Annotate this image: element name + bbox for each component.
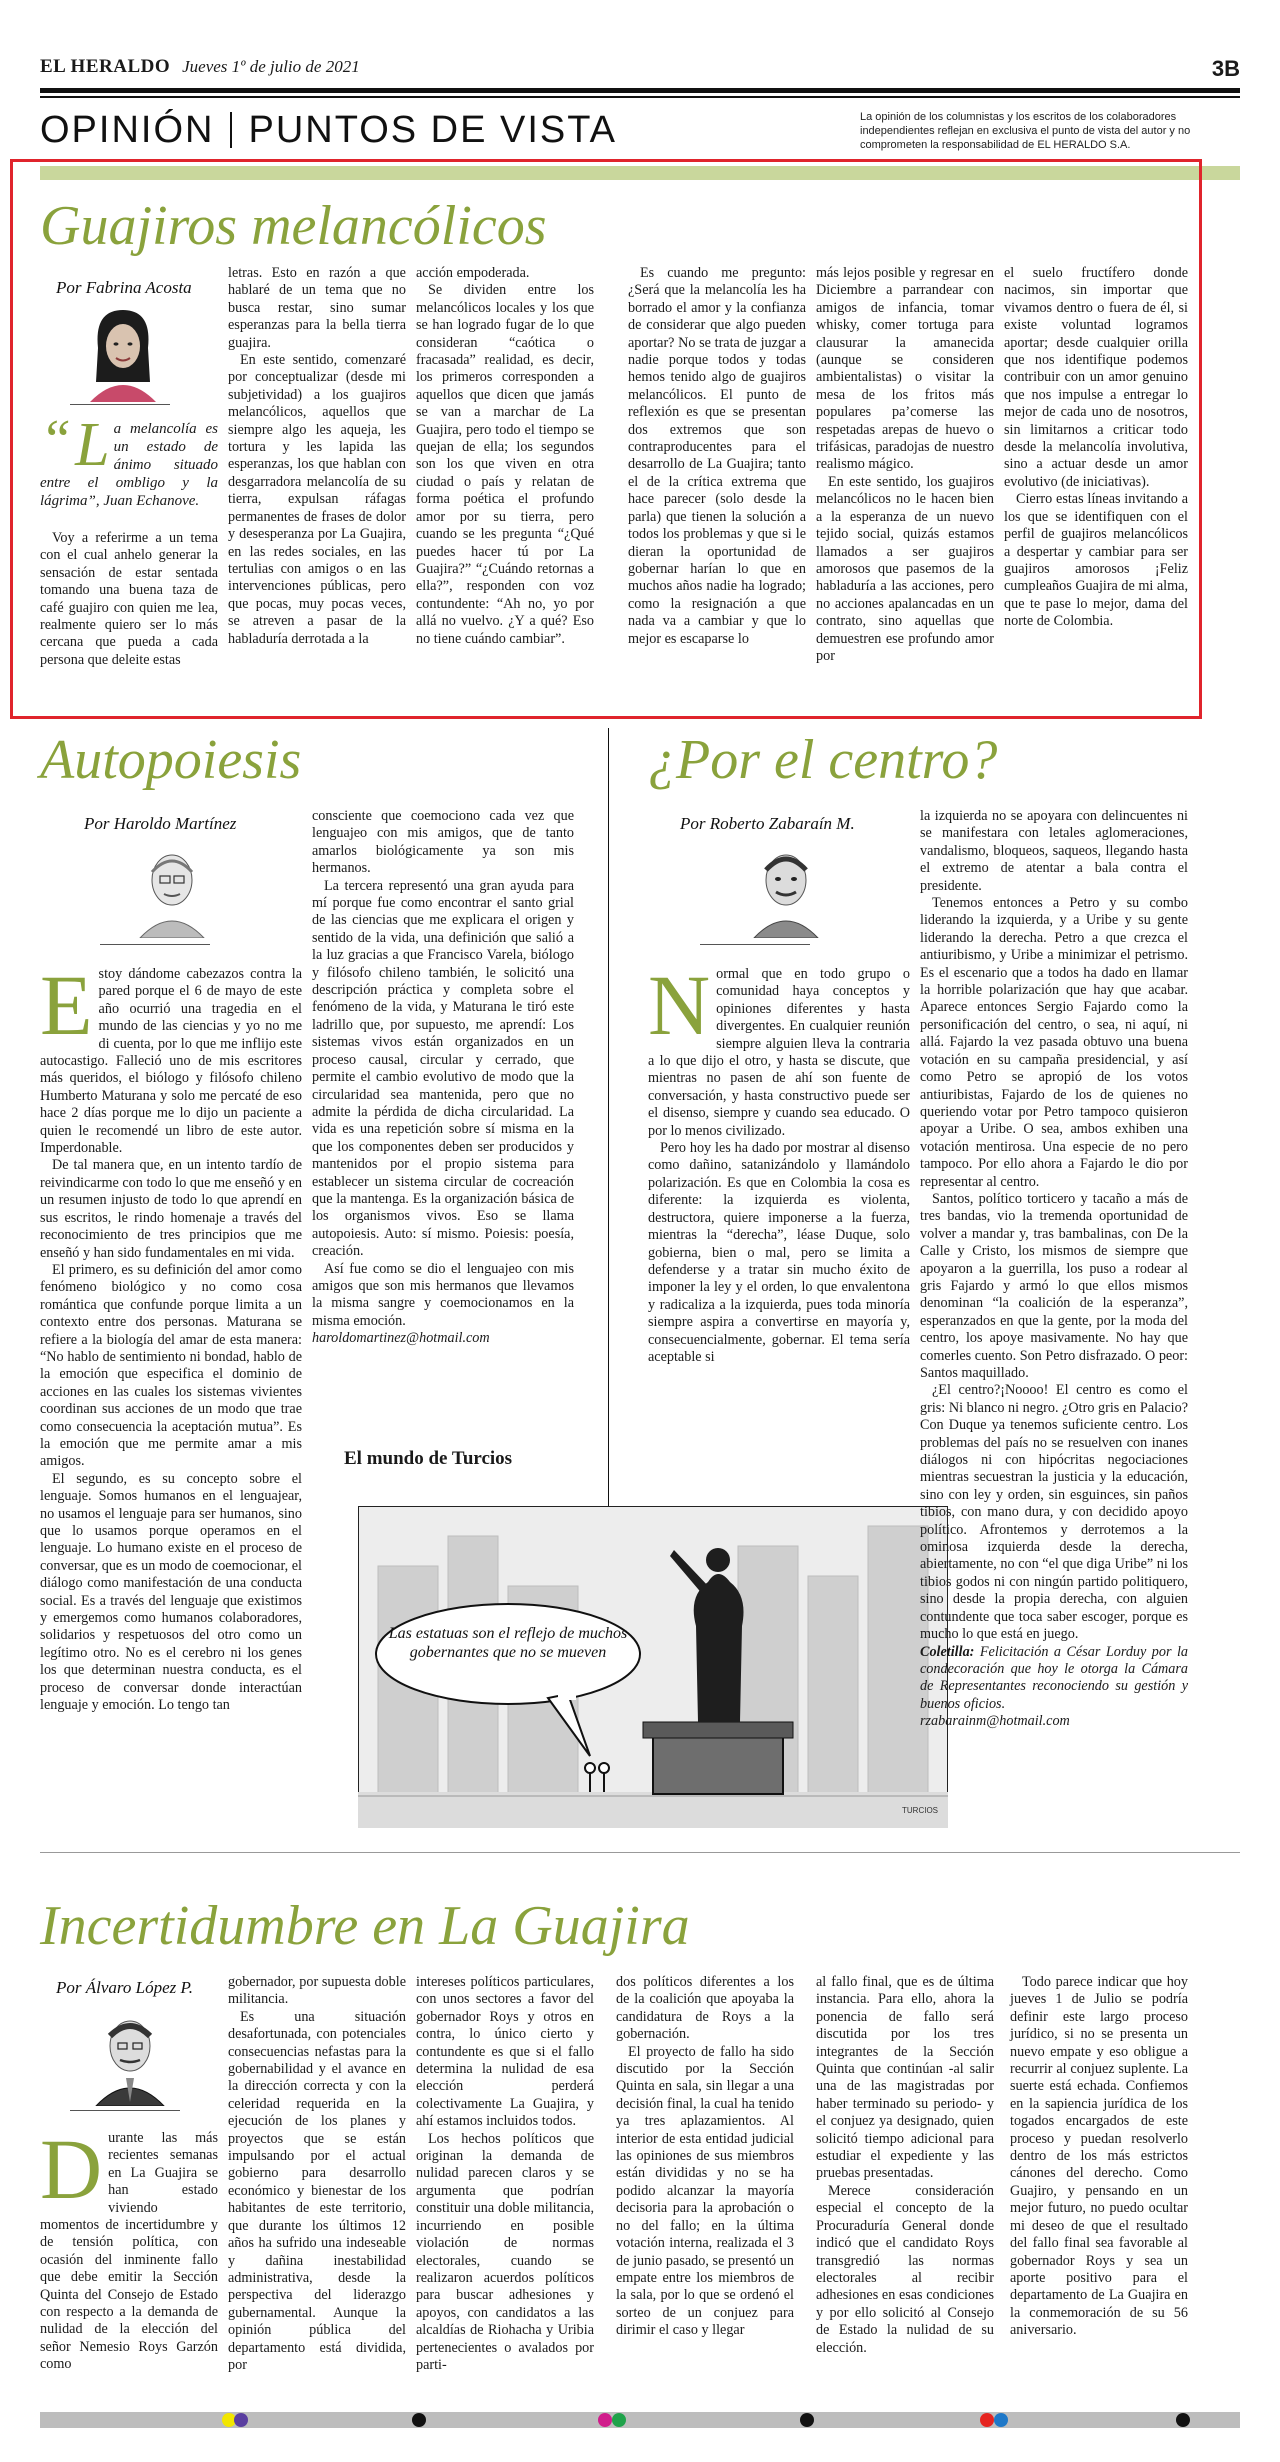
paragraph: Merece consideración especial el concepto de la Procuraduría General donde indicó que el candidato Roys transgredió las normas electorales al recibir adhesiones en esas condiciones y por ello solicitó al Consejo de Estado la nulidad de su elección. bbox=[816, 2182, 994, 2356]
quote-text: a melancolía es un estado de ánimo situado entre el ombligo y la lágrima”, Juan Echanove. bbox=[40, 421, 218, 509]
paragraph: stoy dándome cabezazos contra la pared porque el 6 de mayo de este año ocurrió una tragedia en el mundo de las ciencias y yo no me di cuenta, por lo que me inflijo este autocastigo. Falleció uno de mis escritores más queridos, el biólogo y filósofo chileno Humberto Maturana y solo me percaté de eso hace 2 días porque me lo dijo un paciente a quien le recomendé un libro de este autor. Imperdonable. bbox=[40, 966, 302, 1157]
article2-column-2 bbox=[312, 808, 574, 1348]
paragraph: De tal manera que, en un intento tardío de reivindicarme con todo lo que me enseñó y en un resumen injusto de todo lo que aprendí en sus escritos, le rindo homenaje a través del reconocimiento de tres principios que me enseñó y han sido fundamentales en mi vida. bbox=[40, 1157, 302, 1261]
page-number: 3B bbox=[1211, 56, 1240, 81]
paragraph: Así fue como se dio el lenguajeo con mis amigos que son mis hermanos que llevamos la misma sangre y coemocionamos en la misma emoción. bbox=[312, 1260, 574, 1329]
article1-headline: Guajiros melancólicos bbox=[40, 195, 547, 257]
registration-dot-red bbox=[980, 2413, 994, 2427]
article4-byline-rule bbox=[70, 2110, 180, 2111]
article3-email[interactable]: rzabarainm@hotmail.com bbox=[920, 1713, 1070, 1730]
article2-byline: Por Haroldo Martínez bbox=[84, 814, 237, 833]
paragraph: En este sentido, comenzaré por conceptualizar (desde mi subjetividad) a los guajiros melancólicos, aquellos que siempre algo les aqueja, les tortura y les lapida las esperanzas, los que hablan con desgarradora melancolía de su tierra, expulsan ráfagas permanentes de frases de dolor y desesperanza por La Guajira, en las redes sociales, en las tertulias con amigos o en las intervenciones públicas, pero que pocas, muy pocas veces, se atreven a pasar de la habladuría derrotada a la bbox=[228, 352, 406, 647]
print-registration-bar bbox=[40, 2412, 1240, 2428]
paragraph: El primero, es su definición del amor como fenómeno biológico y no como cosa romántica que confunde porque limita a un contexto entre dos personas. Maturana se refiere a la biología del amar de esta manera: “No hablo de sentimiento ni bondad, hablo de la emoción que especifica el dominio de acciones en las cuales los sistemas vivientes coordinan sus acciones de un modo que trae como consecuencia la aceptación mutua”. Es la emoción que me permite amar a mis amigos. bbox=[40, 1261, 302, 1470]
registration-dot-magenta bbox=[598, 2413, 612, 2427]
article4-byline: Por Álvaro López P. bbox=[56, 1978, 193, 1997]
paragraph: Se dividen entre los melancólicos locales y los que se han logrado fugar de lo que consideran “caótica o fracasada” realidad, es decir, los primeros corresponden a aquellos que dicen que jamás se van a marchar de La Guajira, pero todo el tiempo se quejan de ella; los segundos son los que viven en otra ciudad o país y relatan de forma poética el profundo amor por su tierra, pero cuando se les pregunta “¿Qué puedes hacer tú por La Guajira?” “¿Cuándo retornas a ella?”, responden con voz contundente: “Ah no, yo por allá no vuelvo. ¿Y a qué? Eso no tiene cuándo cambiar”. bbox=[416, 282, 594, 647]
paragraph: Los hechos políticos que originan la demanda de nulidad parecen claros y se argumenta que podrían constituir una doble militancia, incurriendo en posible violación de normas electorales, cuando se realizaron acuerdos políticos para buscar adhesiones y apoyos, con candidatos a las alcaldías de Riohacha y Uribia pertenecientes o avalados por parti- bbox=[416, 2130, 594, 2373]
article4-column-5 bbox=[816, 1974, 994, 2357]
paragraph: Santos, político torticero y tacaño a más de tres bandas, vio la tremenda oportunidad de volver a mandar y, tras bambalinas, con De la Calle y Cristo, los mismos de siempre que apoyaron a la guerrilla, los puso a rodear al gris Fajardo y armó lo que ellos mismos denominan “la coalición de la esperanza”, esperanzados en que la gente, por la moda del centro, los apoye masivamente. No hay que comerles cuento. Son Petro disfrazado. O peor: Santos maquillado. bbox=[920, 1190, 1188, 1381]
coletilla-label: Coletilla: bbox=[920, 1643, 975, 1660]
article1-column-1 bbox=[40, 530, 218, 669]
cartoon-title: El mundo de Turcios bbox=[344, 1448, 513, 1469]
article4-author-portrait bbox=[90, 2006, 170, 2106]
article4-column-4 bbox=[616, 1974, 794, 2340]
article3-dropcap: N bbox=[648, 957, 711, 1053]
registration-dot-blue bbox=[994, 2413, 1008, 2427]
paragraph: el suelo fructífero donde nacimos, sin importar que vivamos dentro o fuera de él, si existe voluntad logramos aportar; desde cualquier orilla que nos identifique podemos contribuir con un amor genuino que nos impulse a entregar lo mejor de cada uno de nosotros, sin limitarnos a criticar todo desde la melancolía involutiva, sino a actuar desde un amor evolutivo (de iniciativas). bbox=[1004, 265, 1188, 490]
paragraph: Pero hoy les ha dado por mostrar al disenso como dañino, satanizándolo y llamándolo polarización. Es que en Colombia la cosa es diferente: la izquierda es violenta, destructora, quiere imponerse a la fuerza, mientras la “derecha”, léase Duque, solo gobierna, bien o mal, pero se limita a defenderse y a tratar sin mucho éxito de imponer la ley y el orden, lo que envalentona y radicaliza a la izquierda, pues toda minoría siempre aspira a convertirse en mayoría y, consecuencialmente, gobernar. El tema sería aceptable si bbox=[648, 1140, 910, 1365]
paragraph: letras. Esto en razón a que hablaré de un tema que no busca restar, sino sumar esperanzas para la bella tierra guajira. bbox=[228, 265, 406, 351]
paragraph: consciente que coemociono cada vez que lenguajeo con mis amigos, que de tanto amarlos biológicamente ya son mis hermanos. bbox=[312, 808, 574, 877]
section-title bbox=[40, 106, 617, 154]
paragraph: El proyecto de fallo ha sido discutido por la Sección Quinta en sala, sin llegar a una decisión final, la cual ha tenido ya tres aplazamientos. Al interior de esta entidad judicial las opiniones de sus miembros están divididas y no se ha podido alcanzar la mayoría decisoria para la aprobación o no del fallo; en la última votación interna, realizada el 3 de junio pasado, se presentó un empate entre los miembros de la sala, por lo que se ordenó el sorteo de un conjuez para dirimir el caso y llegar bbox=[616, 2043, 794, 2339]
paragraph: ormal que en todo grupo o comunidad haya conceptos y opiniones diferentes y hasta divergentes. En cualquier reunión siempre alguien lleva la contraria a lo que dijo el otro, y hasta se discute, que mientras no pasen de ahí son fuente de conversación, y hasta constructivo puede ser el disenso, siempre y cuando sea educado. O por lo menos civilizado. bbox=[648, 966, 910, 1139]
article2-column-1 bbox=[40, 957, 302, 1714]
registration-dot-black bbox=[412, 2413, 426, 2427]
section-divider bbox=[40, 1852, 1240, 1853]
article1-column-5 bbox=[816, 265, 994, 665]
paragraph: En este sentido, los guajiros melancólicos no le hacen bien a la esperanza de un nuevo tejido social, quizás estamos llamados a ser guajiros amorosos que pasemos de la habladuría a las acciones, pero no acciones apalancadas en un contrato, sino aquellas que demuestren ese profundo amor por bbox=[816, 473, 994, 664]
registration-dot-violet bbox=[234, 2413, 248, 2427]
paragraph: gobernador, por supuesta doble militancia. bbox=[228, 1974, 406, 2008]
newspaper-name: EL HERALDO bbox=[40, 56, 171, 77]
registration-dot-black-3 bbox=[1176, 2413, 1190, 2427]
article3-author-portrait bbox=[748, 842, 824, 938]
section-title-puntos: PUNTOS DE VISTA bbox=[248, 108, 618, 151]
section-title-divider bbox=[230, 112, 232, 148]
article4-column-1 bbox=[40, 2121, 218, 2374]
paragraph: acción empoderada. bbox=[416, 265, 530, 281]
article3-column-2 bbox=[920, 808, 1188, 1731]
quote-first-letter: L bbox=[75, 411, 110, 479]
article4-dropcap: D bbox=[40, 2121, 103, 2217]
article1-column-2 bbox=[228, 265, 406, 648]
quote-mark-icon: “ bbox=[40, 409, 72, 471]
masthead bbox=[40, 56, 1240, 86]
article3-byline: Por Roberto Zabaraín M. bbox=[680, 814, 855, 833]
masthead-rule-thin bbox=[40, 96, 1240, 98]
paragraph: la izquierda no se apoyara con delincuentes ni se manifestara con letales aglomeraciones, vandalismo, bloqueos, saqueos, llegando hasta el extremo de atentar a bala contra el presidente. bbox=[920, 808, 1188, 894]
article3-headline: ¿Por el centro? bbox=[648, 729, 998, 791]
paragraph: ¿El centro?¡Noooo! El centro es como el gris: Ni blanco ni negro. ¿Otro gris en Palacio? Con Duque ya tenemos suficiente centro. Los problemas del país no se resuelven con inanes diálogos ni con hipócritas negociaciones mientras secuestran la justicia y la educación, sino con ley y orden, sin esguinces, sin paños tibios, con mano dura, y con decidido apoyo político. Afrontemos y derrotemos a la ominosa izquierda desde la derecha, abiertamente, no con “el que diga Uribe” ni los tibios godos ni con ningún partido politiquero, sino desde la propia derecha, con alguien contundente que toca saber escoger, porque es mucho lo que está en juego. bbox=[920, 1382, 1188, 1643]
paragraph: dos políticos diferentes a los de la coalición que apoyaba la candidatura de Roys a la gobernación. bbox=[616, 1974, 794, 2043]
section-title-opinion: OPINIÓN bbox=[40, 108, 215, 151]
article4-column-6 bbox=[1010, 1974, 1188, 2340]
cartoon-balloon-text: Las estatuas son el reflejo de muchos gobernantes que no se mueven bbox=[388, 1625, 628, 1661]
cartoon-signature: TURCIOS bbox=[902, 1806, 938, 1815]
masthead-rule-thick bbox=[40, 88, 1240, 93]
article4-headline: Incertidumbre en La Guajira bbox=[40, 1895, 690, 1957]
article2-byline-rule bbox=[100, 944, 210, 945]
article2-dropcap: E bbox=[40, 957, 93, 1053]
article1-pull-quote bbox=[40, 409, 218, 510]
article2-email[interactable]: haroldomartinez@hotmail.com bbox=[312, 1330, 490, 1347]
paragraph: urante las más recientes semanas en La Guajira se han estado viviendo momentos de incertidumbre y de tensión política, con ocasión del inminente fallo que debe emitir la Sección Quinta del Consejo de Estado con respecto a la demanda de nulidad de la elección del señor Nemesio Roys Garzón como bbox=[40, 2130, 218, 2373]
article2-headline: Autopoiesis bbox=[40, 729, 302, 791]
article3-column-1 bbox=[648, 957, 910, 1366]
registration-dot-green bbox=[612, 2413, 626, 2427]
article1-author-portrait bbox=[80, 302, 166, 402]
paragraph: Todo parece indicar que hoy jueves 1 de Julio se podría definir este largo proceso jurídico, si no se presenta un nuevo empate y eso obligue a recurrir al conjuez suplente. La suerte está echada. Confiemos en la sapiencia jurídica de los togados encargados de este proceso y puedan resolverlo dentro de los más estrictos cánones del derecho. Como Guajiro, y pensando en un mejor futuro, no puedo ocultar mi deseo de que el resultado del fallo final sea favorable al gobernador Roys y sea un aporte positivo para el departamento de La Guajira en la conmemoración de su 56 aniversario. bbox=[1010, 1974, 1188, 2339]
article1-column-3 bbox=[416, 265, 594, 648]
paragraph: Voy a referirme a un tema con el cual anhelo generar la sensación de estar sentada tomando una buena taza de café guajiro con quien me lea, realmente quiero ser lo más cercana que pueda a cada persona que deleite estas bbox=[40, 530, 218, 668]
paragraph: El segundo, es su concepto sobre el lenguaje. Somos humanos en el lenguajear, no usamos el lenguaje para ser humanos, sino que lo usamos porque operamos en el lenguaje. Lo humano existe en el proceso de conversar, que es un modo de coemocionar, el diálogo como manifestación de una conducta social. Es a través del lenguaje que existimos y emergemos como humanos colaboradores, solidarios y respetuosos del otro como un legítimo otro. No es el cerebro ni los genes los que determinan nuestra conducta, es el proceso de conversar donde interactúan lenguaje y emoción. Lo tengo tan bbox=[40, 1470, 302, 1714]
article1-column-4 bbox=[628, 265, 806, 648]
paragraph: Cierro estas líneas invitando a los que se identifiquen con el perfil de guajiros melancólicos a despertar y cambiar para ser guajiros amorosos ¡Feliz cumpleaños Guajira de mi alma, que te pase lo mejor, dama del norte de Colombia. bbox=[1004, 491, 1188, 630]
paragraph: intereses políticos particulares, con unos sectores a favor del gobernador Roys y otros en contra, lo único cierto y contundente es que si el fallo determina la nulidad de esa elección perderá colectivamente La Guajira, y ahí estamos incluidos todos. bbox=[416, 1974, 594, 2130]
paragraph: Tenemos entonces a Petro y su combo liderando la izquierda, y a Uribe y su gente liderando la derecha. Petro a que crezca el antiuribismo, y Uribe a minimizar el petrismo. Es el escenario que a todos ha dado en llamar la horrible polarización que hay que acabar. Aparece entonces Sergio Fajardo como la personificación del centro, o sea, ni aquí, ni allá. Fajardo la vez pasada obtuvo una buena votación en su campaña presidencial, y así como Petro se apropió de los votos antiuribistas, Fajardo de los de quienes no queriendo votar por Petro tampoco quisieron apoyar a Uribe. O sea, ambos exhiben una votación mentirosa. Una especie de no pero tampoco. Por ello ahora a Fajardo le dio por representar al centro. bbox=[920, 895, 1188, 1190]
article2-author-portrait bbox=[134, 842, 210, 938]
article1-byline: Por Fabrina Acosta bbox=[56, 278, 192, 297]
article4-column-2 bbox=[228, 1974, 406, 2374]
paragraph: más lejos posible y regresar en Diciembre a parrandear con amigos de infancia, tomar whisky, comer tortuga para clausurar la amanecida (aunque se consideren ambientalistas) o visitar la mesa de los fritos más populares pa’comerse las respetadas arepas de huevo o trifásicas, paradojas de nuestro realismo mágico. bbox=[816, 265, 994, 473]
coletilla-text: Felicitación a César Lorduy por la condecoración que hoy le otorga la Cámara de Representantes reconociendo su gestión y buenos oficios. bbox=[920, 1643, 1189, 1712]
paragraph: Es cuando me pregunto: ¿Será que la melancolía les ha borrado el amor y la confianza de considerar que algo pueden aportar? No se trata de juzgar a nadie porque todos y todas hemos tenido algo de guajiros melancólicos. El punto de reflexión es que se presentan dos extremos que son contraproducentes para el desarrollo de La Guajira; tanto el de la crítica extrema que hace parecer (solo desde la parla) que tienen la solución a todos los problemas y que si le dieran la oportunidad de gobernar harían lo que en muchos años nadie ha logrado; como la resignación a que nada va a cambiar y que lo mejor es escaparse lo bbox=[628, 265, 806, 647]
paragraph: La tercera representó una gran ayuda para mí porque fue como encontrar el santo grial de las ciencias que me explicara el origen y sentido de la vida, una definición que salió a la luz gracias a que Francisco Varela, biólogo y filósofo chileno también, le solicitó una descripción práctica y completa sobre el fenómeno de la vida, y Maturana le tiró este ladrillo que, por supuesto, me aprendí: Los sistemas vivos están organizados en un proceso causal, circular y cerrado, que permite el cambio evolutivo de modo que la circularidad sea mantenida, pero que no admite la pérdida de dicha circularidad. La vida es una repetición sobre sí misma en la que los componentes deben ser producidos y mantenidos por el propio sistema para establecer un sistema circular de cocreación que la mantenga. Es la organización básica de los organismos vivos. Eso se llama autopoiesis. Auto: sí mismo. Poiesis: poesía, creación. bbox=[312, 877, 574, 1260]
registration-dot-black-2 bbox=[800, 2413, 814, 2427]
article1-column-6 bbox=[1004, 265, 1188, 631]
paragraph: Es una situación desafortunada, con potenciales consecuencias nefastas para la gobernabilidad y el avance en la dirección correcta y con la celeridad requerida en la ejecución de los planes y proyectos que se están impulsando por el actual gobierno para desarrollo económico y bienestar de los habitantes de este territorio, que durante los últimos 12 años ha sufrido una indeseable y dañina inestabilidad administrativa, desde la perspectiva del liderazgo gubernamental. Aunque la opinión pública del departamento está dividida, por bbox=[228, 2008, 406, 2373]
cartoon-illustration bbox=[358, 1506, 948, 1828]
section-disclaimer: La opinión de los columnistas y los escritos de los colaboradores independientes reflejan en exclusiva el punto de vista del autor y no comprometen la responsabilidad de EL HERALDO S.A. bbox=[860, 111, 1191, 151]
article1-byline-rule bbox=[70, 404, 170, 405]
paragraph: al fallo final, que es de última instancia. Para ello, ahora la ponencia de fallo será discutida por los tres integrantes de la Sección Quinta que continúan -al salir una de las magistradas por haber terminado su periodo- y el conjuez ya designado, quien solicitó tiempo adicional para estudiar el expediente y las pruebas presentadas. bbox=[816, 1974, 994, 2182]
article3-byline-rule bbox=[700, 944, 810, 945]
issue-date: Jueves 1º de julio de 2021 bbox=[182, 57, 360, 76]
article4-column-3 bbox=[416, 1974, 594, 2374]
